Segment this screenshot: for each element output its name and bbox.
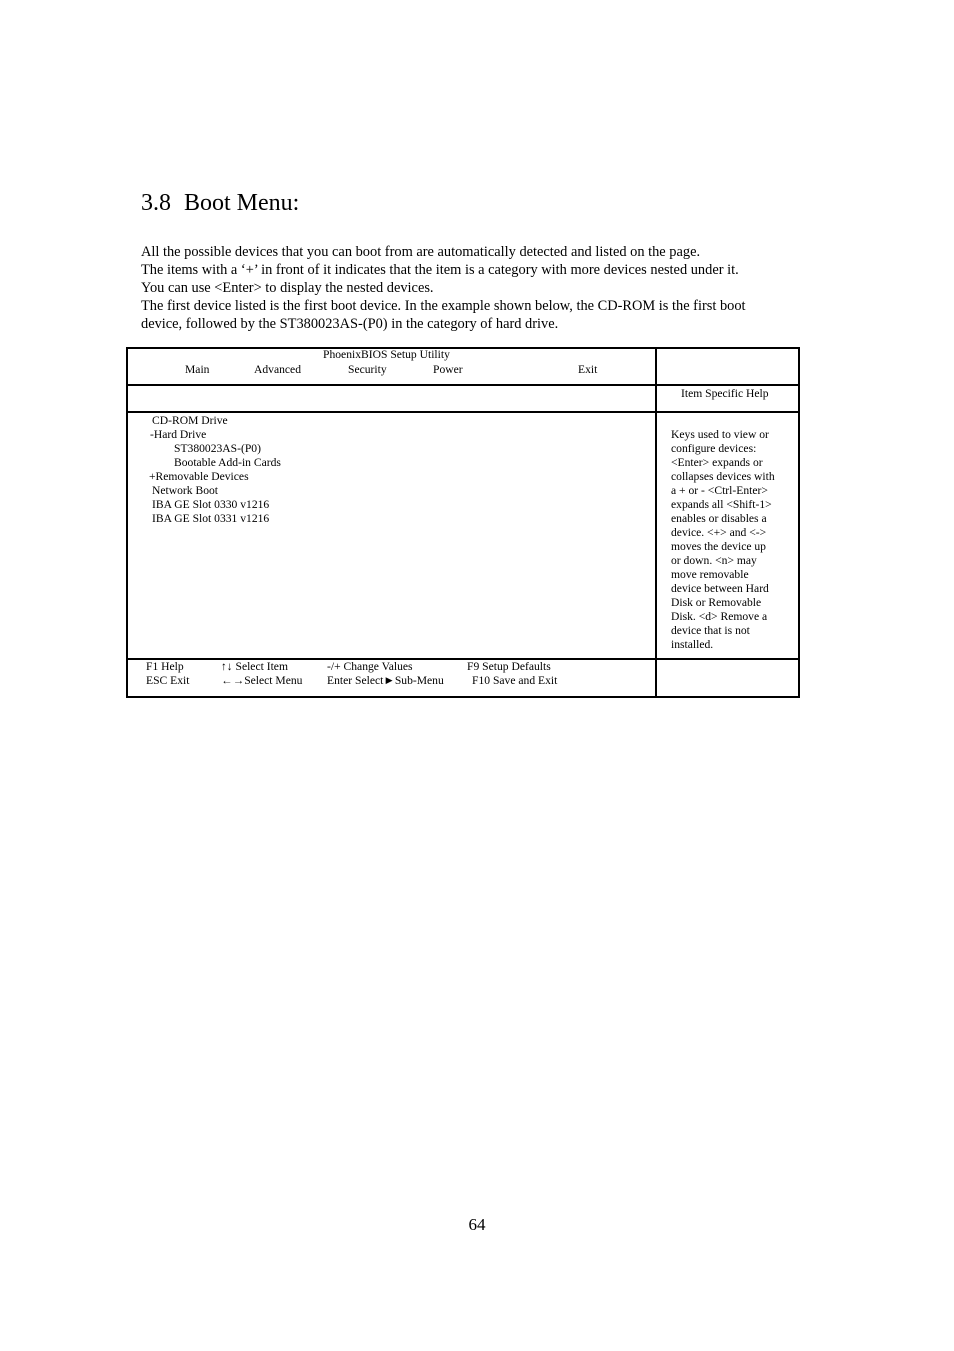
boot-item-iba-0331[interactable]: IBA GE Slot 0331 v1216	[152, 512, 270, 525]
page-number: 64	[468, 1215, 486, 1234]
intro-line: device, followed by the ST380023AS-(P0) in the category of hard drive.	[141, 316, 559, 332]
bios-divider-menubar	[126, 384, 800, 386]
bios-setup-figure	[126, 347, 800, 698]
intro-line: The first device listed is the first boot device. In the example shown below, the CD-ROM is the first boot	[141, 298, 746, 314]
help-line: enables or disables a	[671, 512, 767, 525]
menu-exit[interactable]: Exit	[578, 363, 598, 376]
help-line: <Enter> expands or	[671, 456, 763, 469]
menu-advanced[interactable]: Advanced	[254, 363, 301, 376]
key-esc-exit: ESC Exit	[146, 674, 190, 687]
menu-security[interactable]: Security	[348, 363, 387, 376]
intro-text	[141, 243, 821, 333]
key-f10-save: F10 Save and Exit	[472, 674, 558, 687]
select-item-label: Select Item	[232, 660, 288, 673]
key-change-values: -/+ Change Values	[327, 660, 413, 673]
help-line: Disk. <d> Remove a	[671, 610, 768, 623]
key-f9-defaults: F9 Setup Defaults	[467, 660, 551, 673]
menu-power[interactable]: Power	[433, 363, 463, 376]
help-line: Keys used to view or	[671, 428, 769, 441]
bios-column-divider	[655, 347, 657, 698]
bios-border-right	[798, 347, 800, 698]
key-select-menu	[221, 674, 302, 688]
help-line: expands all <Shift-1>	[671, 498, 772, 511]
help-line: device that is not	[671, 624, 750, 637]
help-line: Disk or Removable	[671, 596, 762, 609]
key-f1-help: F1 Help	[146, 660, 184, 673]
help-line: configure devices:	[671, 442, 757, 455]
key-select-item	[221, 660, 288, 674]
bios-border-top	[126, 347, 800, 349]
intro-line: The items with a ‘+’ in front of it indicates that the item is a category with more devices nested under it.	[141, 262, 739, 278]
section-number: 3.8	[141, 190, 171, 216]
bios-divider-header	[126, 411, 800, 413]
bios-border-left	[126, 347, 128, 698]
help-line: move removable	[671, 568, 749, 581]
help-line: installed.	[671, 638, 714, 651]
boot-item-removable[interactable]: +Removable Devices	[149, 470, 249, 483]
boot-item-st380023as[interactable]: ST380023AS-(P0)	[174, 442, 261, 455]
section-heading	[141, 187, 299, 219]
boot-item-cdrom[interactable]: CD-ROM Drive	[152, 414, 228, 427]
sub-menu-label: Sub-Menu	[394, 674, 444, 687]
intro-line: All the possible devices that you can boot from are automatically detected and listed on the page.	[141, 244, 701, 260]
help-line: collapses devices with	[671, 470, 775, 483]
help-line: moves the device up	[671, 540, 766, 553]
boot-item-network[interactable]: Network Boot	[152, 484, 219, 497]
help-header: Item Specific Help	[681, 387, 769, 400]
enter-select-label: Enter Select	[327, 674, 384, 687]
boot-item-addin-cards[interactable]: Bootable Add-in Cards	[174, 456, 281, 469]
section-title: Boot Menu:	[184, 190, 300, 216]
select-menu-label: Select Menu	[244, 674, 303, 687]
help-line: or down. <n> may	[671, 554, 757, 567]
help-line: a + or - <Ctrl-Enter>	[671, 484, 768, 497]
bios-border-bottom	[126, 696, 800, 698]
up-down-arrow-icon: ↑↓	[221, 660, 233, 673]
triangle-right-icon: ►	[383, 674, 395, 687]
key-enter-select	[327, 674, 444, 688]
help-line: device. <+> and <->	[671, 526, 767, 539]
menu-main[interactable]: Main	[185, 363, 210, 376]
bios-title: PhoenixBIOS Setup Utility	[323, 348, 450, 361]
boot-item-iba-0330[interactable]: IBA GE Slot 0330 v1216	[152, 498, 270, 511]
intro-line: You can use <Enter> to display the nested devices.	[141, 280, 434, 296]
boot-item-hard-drive[interactable]: -Hard Drive	[150, 428, 207, 441]
left-right-arrow-icon: ←→	[221, 674, 245, 687]
help-line: device between Hard	[671, 582, 769, 595]
